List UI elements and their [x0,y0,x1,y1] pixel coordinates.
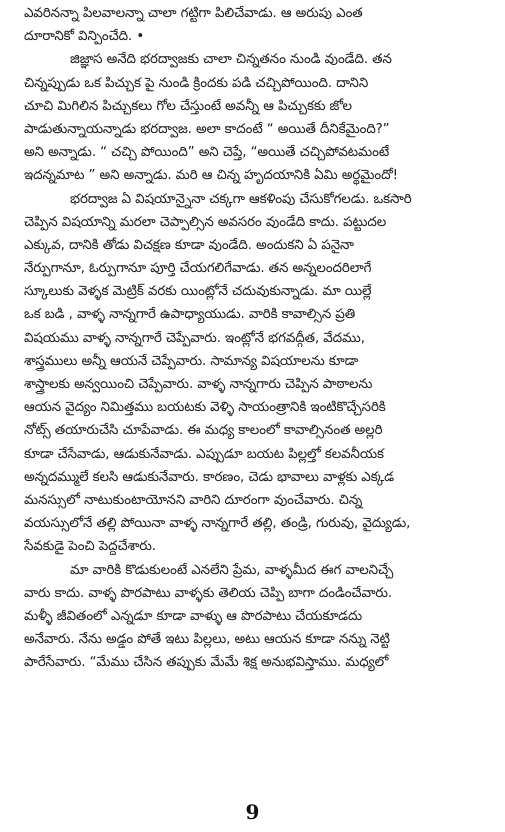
text-line: ఎవరినన్నా పిలవాలన్నా చాలా గట్టిగా పిలిచేవాడు. ఆ అరుపు ఎంత [24,6,363,21]
text-line: చెప్పిన విషయాన్ని మరలా చెప్పాల్సిన అవసరం వుండేది కాదు. పట్టుదల [24,214,387,230]
text-line: అన్నదమ్ములే కలసి ఆడుకునేవారు. కారణం, చెడు భావాలు వాళ్లకు ఎక్కడ [24,469,394,485]
text-line: మనస్సులో నాటుకుంటాయోనని వారిని దూరంగా వుంచేవారు. చిన్న [24,492,363,508]
text-line: చూచి మిగిలిన పిచ్చుకలు గోల చేస్తుంటే అవన్నీ ఆ పిచ్చుకకు జోల [24,98,352,114]
text-line: అని అన్నాడు. “ చచ్చి పోయింది” అని చెప్తే, “అయితే చచ్చిపోవటమంటే [24,145,390,161]
text-line: నేర్పుగానూ, ఓర్పుగానూ పూర్తి చేయగలిగేవాడు. తన అన్నలందరిలాగే [24,261,372,277]
text-line: స్కూలుకు వెళ్ళక మెట్రిక్ వరకు యింట్లోనే చదువుకున్నాడు. మా యిల్లే [24,284,372,300]
text-line: ఇదన్నమాట ” అని అన్నాడు. మరి ఆ చిన్న హృదయానికి ఏమి అర్థమైందో! [24,168,398,184]
text-line: అనేవారు. నేను అడ్డం పోతే ఇటు పిల్లలు, అటు ఆయన కూడా నన్ను నెట్టి [24,632,390,648]
text-line: వయస్సులోనే తల్లి పోయినా వాళ్ళ నాన్నగారే తల్లి, తండ్రి, గురువు, వైద్యుడు, [24,516,411,532]
text-line: చిన్నప్పుడు ఒక పిచ్చుక పై నుండి క్రిందకు పడి చచ్చిపోయింది. దానిని [24,75,369,91]
text-line: ఆయన వైద్యం నిమిత్తము బయటకు వెళ్ళి సాయంత్రానికి ఇంటికొచ్చేసరికి [24,400,386,416]
text-line: నోట్స్ తయారుచేసి చూపేవాడు. ఈ మధ్య కాలంలో కావాల్సినంత అల్లరి [24,423,383,439]
text-line: వారు కాదు. వాళ్ళ పొరపాటు వాళ్ళకు తెలియ చెప్పి బాగా దండించేవారు. [24,585,393,601]
text-line: సేవకుడై పెంచి పెద్దచేశారు. [24,539,156,555]
text-line: విషయము వాళ్ళ నాన్నగారే చెప్పేవారు. ఇంట్లోనే భగవద్గీత, వేదము, [24,330,365,346]
text-line: భరద్వాజ ఏ విషయాన్నైనా చక్కగా ఆకళింపు చేసుకోగలడు. ఒకసారి [70,191,412,207]
text-line: పాడుతున్నాయన్నాడు భరద్వాజ. అలా కాదంటే “ అయితే దీనికేమైంది?” [24,121,390,137]
text-line: ఎక్కువ, దానికి తోడు విచక్షణ కూడా వుండేది. అందుకని ఏ పనైనా [24,237,354,253]
text-line: జిజ్ఞాస అనేది భరద్వాజకు చాలా చిన్నతనం నుండి వుండేది. తన [70,52,392,68]
page-number: 9 [245,800,260,824]
text-line: ఒక బడి , వాళ్ళ నాన్నగారే ఉపాధ్యాయుడు. వారికి కావాల్సిన ప్రతి [24,307,356,323]
text-line: శాస్త్రాలకు అన్వయించి చెప్పేవారు. వాళ్ళ నాన్నగారు చెప్పిన పాఠాలను [24,377,373,392]
text-line: శాస్త్రములు అన్నీ ఆయనే చెప్పేవారు. సామాన్య విషయాలను కూడా [24,353,359,369]
text-line: పారేసేవారు. “మేము చేసిన తప్పుకు మేమే శిక్ష అనుభవిస్తాము. మధ్యలో [24,655,389,671]
text-line: కూడా చేసేవాడు, ఆడుకునేవాడు. ఎప్పుడూ బయట పిల్లల్తో కలవనీయక [24,446,384,462]
book-page-body [24,2,492,792]
text-line: మళ్ళీ జీవితంలో ఎన్నడూ కూడా వాళ్ళు ఆ పొరపాటు చేయకూడదు [24,608,362,624]
text-line: మా వారికి కొడుకులంటే ఎనలేని ప్రేమ, వాళ్ళమీద ఈగ వాలనిచ్చే [70,562,394,578]
text-line: దూరానికో విన్పించేది. • [24,29,145,45]
